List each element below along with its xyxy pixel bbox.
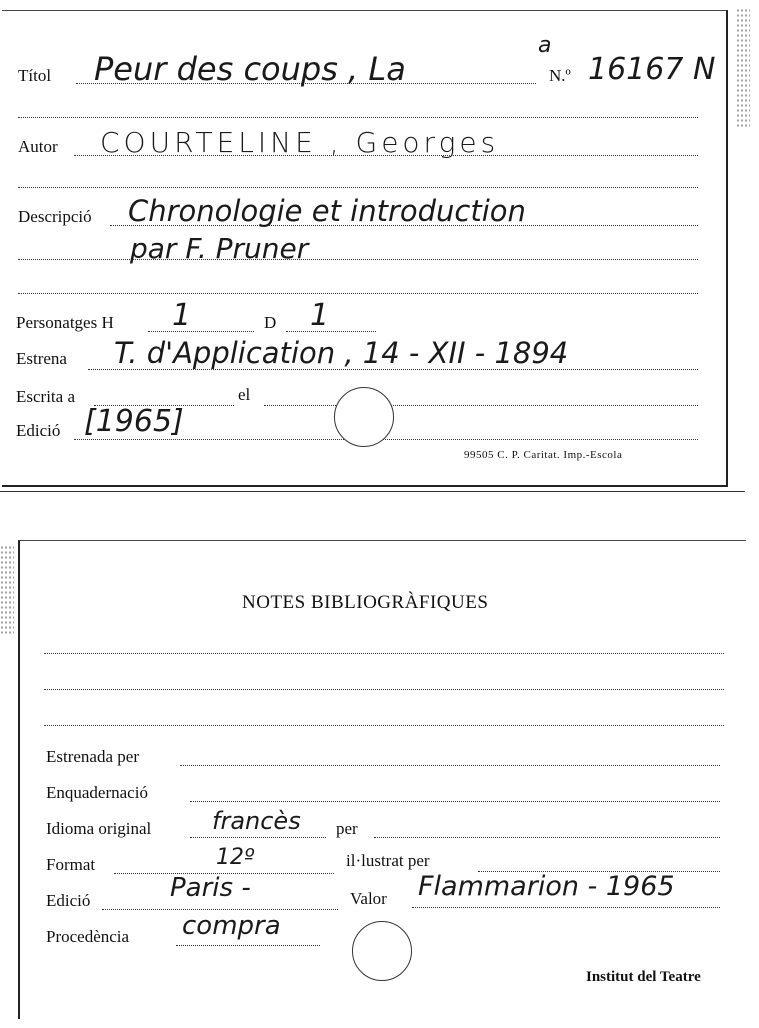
idioma-per-label: per [336,819,358,838]
procedencia-dots [176,945,320,946]
edicio-back-dots [102,909,338,910]
titol-value: Peur des coups , La [94,50,406,88]
autor-dots-2 [18,187,698,188]
valor-value: Flammarion - 1965 [418,871,675,902]
escrita-el-label: el [238,385,251,404]
estrena-label: Estrena [16,349,67,368]
enquadernacio-dots [190,801,720,802]
printer-imprint: 99505 C. P. Caritat. Imp.-Escola [464,449,623,461]
titol-label: Títol [18,66,52,85]
edicio-value: [1965] [84,404,184,439]
format-value: 12º [216,845,255,870]
descripcio-label: Descripció [18,207,92,226]
estrena-value: T. d'Application , 14 - XII - 1894 [114,336,569,370]
procedencia-label: Procedència [46,927,130,946]
format-label: Format [46,855,96,874]
descripcio-dots-2 [18,259,698,260]
edicio-label: Edició [16,421,61,440]
punch-hole-back [352,921,412,981]
enquadernacio-label: Enquadernació [46,783,148,802]
personatges-d-label: D [264,313,277,332]
notes-line-3 [44,725,724,726]
personatges-label: Personatges H [16,313,114,332]
edicio-dots [74,439,698,440]
idioma-label: Idioma original [46,819,152,838]
valor-dots [412,907,720,908]
edicio-back-value: Paris - [170,873,251,903]
idioma-per-dots [374,837,720,838]
notes-line-2 [44,689,724,690]
idioma-dots [190,837,326,838]
personatges-d-dots [286,331,376,332]
notes-line-1 [44,653,724,654]
numero-value: 16167 N [588,52,716,87]
idioma-value: francès [212,807,301,835]
personatges-h-dots [148,331,254,332]
institution-stamp: Institut del Teatre [586,969,701,985]
personatges-d-value: 1 [310,298,330,333]
descripcio-dots-3 [18,293,698,294]
personatges-h-value: 1 [172,298,192,333]
scan-edge-noise-left [0,545,14,635]
punch-hole-front [334,387,394,447]
descripcio-line1: Chronologie et introduction [128,194,526,228]
notes-title: NOTES BIBLIOGRÀFIQUES [242,592,489,613]
titol-dots-2 [18,117,698,118]
estrenada-dots [180,765,720,766]
scan-edge-noise-right [736,8,750,128]
card-separator [0,491,745,492]
edicio-back-label: Edició [46,891,91,910]
catalog-card-front [2,10,728,487]
autor-label: Autor [18,137,58,156]
estrenada-label: Estrenada per [46,747,139,766]
descripcio-line2: par F. Pruner [130,232,309,265]
numero-label: N.º [549,66,571,85]
procedencia-value: compra [182,911,281,941]
catalog-card-back [18,540,746,1019]
escrita-el-dots [264,405,698,406]
titol-mark: a [538,33,552,58]
escrita-label: Escrita a [16,387,75,406]
autor-value: COURTELINE , Georges [100,126,500,159]
valor-label: Valor [350,889,387,908]
illustrat-label: il·lustrat per [346,851,430,870]
